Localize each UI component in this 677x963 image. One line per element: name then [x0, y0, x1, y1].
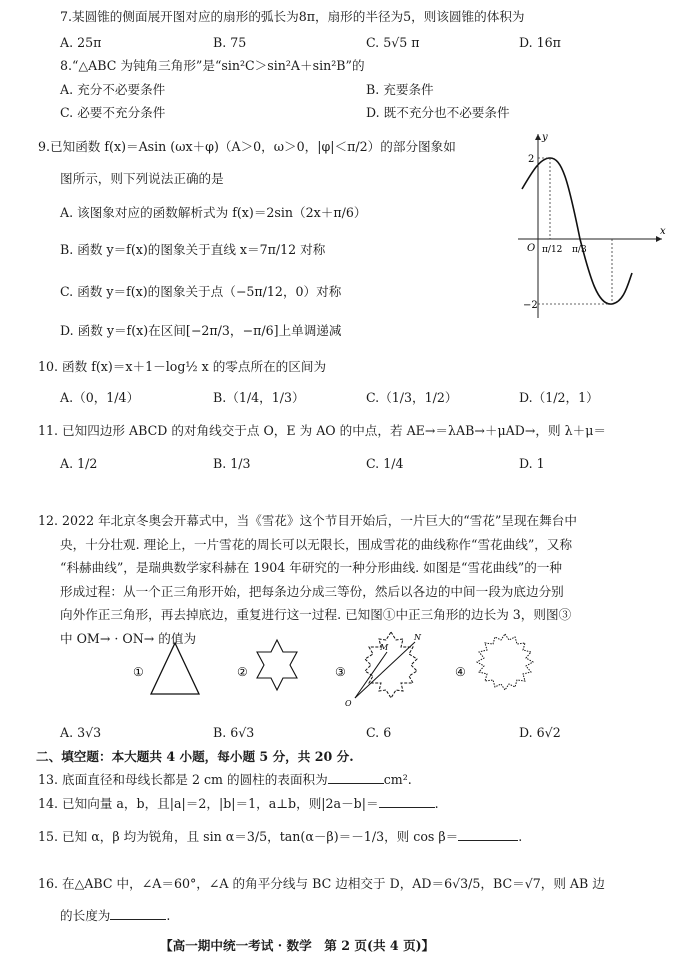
q9-stem-line2: 图所示，则下列说法正确的是 [60, 171, 224, 186]
q10-option-d: D.（1/2，1） [519, 390, 599, 405]
q8-option-c: C. 必要不充分条件 [60, 105, 166, 120]
q16-line-2 [60, 907, 170, 925]
q11-option-a: A. 1/2 [60, 456, 98, 471]
figure-4-snowflake [477, 634, 533, 690]
figure-label-1: ① [133, 665, 144, 679]
q13-stem: 13. 底面直径和母线长都是 2 cm 的圆柱的表面积为 [38, 772, 328, 787]
q10-option-a: A.（0，1/4） [60, 390, 140, 405]
q8-option-b: B. 充要条件 [366, 82, 434, 97]
q14-answer-blank[interactable] [379, 795, 435, 808]
fig3-point-n: N [414, 633, 421, 642]
figure-label-4: ④ [455, 665, 466, 679]
q9-option-a: A. 该图象对应的函数解析式为 f(x)＝2sin（2x＋π/6） [60, 205, 367, 220]
figure-1-triangle [151, 643, 199, 694]
q14-tail: . [434, 796, 439, 811]
q12-option-d: D. 6√2 [519, 725, 561, 740]
q9-sine-graph [510, 128, 670, 323]
page-footer: 【高一期中统一考试 · 数学 第 2 页(共 4 页)】 [160, 938, 435, 953]
q9-stem-line1: 9.已知函数 f(x)＝Asin (ωx＋φ)（A＞0，ω＞0，|φ|＜π/2）的部分图象如 [38, 139, 456, 154]
q12-line-6: 中 OM→ · ON→ 的值为 [60, 631, 197, 646]
q16-answer-blank[interactable] [110, 907, 166, 920]
q12-option-c: C. 6 [366, 725, 392, 740]
q12-option-b: B. 6√3 [213, 725, 255, 740]
q10-stem: 10. 函数 f(x)＝x＋1－log½ x 的零点所在的区间为 [38, 359, 327, 374]
q12-line-4: 形成过程：从一个正三角形开始，把每条边分成三等份，然后以各边的中间一段为底边分别 [60, 584, 564, 599]
q15-line [38, 828, 522, 846]
q9-option-c: C. 函数 y＝f(x)的图象关于点（−5π/12，0）对称 [60, 284, 342, 299]
q9-option-d: D. 函数 y＝f(x)在区间[−2π/3，−π/6]上单调递减 [60, 323, 342, 338]
q7-option-a: A. 25π [60, 35, 102, 50]
q16-tail: . [166, 908, 171, 923]
q12-line-2: 央，十分壮观. 理论上，一片雪花的周长可以无限长，围成雪花的曲线称作“雪花曲线”，又称 [60, 537, 573, 552]
q16-line-1: 16. 在△ABC 中，∠A＝60°，∠A 的角平分线与 BC 边相交于 D，AD＝6√3/5，BC＝√7，则 AB 边 [38, 876, 605, 891]
q11-option-c: C. 1/4 [366, 456, 404, 471]
q12-line-1: 12. 2022 年北京冬奥会开幕式中，当《雪花》这个节目开始后，一片巨大的“雪花”呈现在舞台中 [38, 513, 577, 528]
graph-tick-2: π/3 [572, 245, 587, 255]
figure-label-3: ③ [335, 665, 346, 679]
q9-option-b: B. 函数 y＝f(x)的图象关于直线 x＝7π/12 对称 [60, 242, 326, 257]
q11-option-d: D. 1 [519, 456, 545, 471]
q7-option-b: B. 75 [213, 35, 247, 50]
q13-unit: cm². [383, 772, 412, 787]
q8-stem: 8.“△ABC 为钝角三角形”是“sin²C＞sin²A＋sin²B”的 [60, 58, 365, 73]
figure-2-star [257, 640, 297, 690]
q14-line [38, 795, 439, 813]
q16-stem-2: 的长度为 [60, 908, 111, 923]
section-2-heading: 二、填空题：本大题共 4 小题，每小题 5 分，共 20 分. [36, 749, 354, 764]
graph-y-max: 2 [528, 154, 535, 165]
fig3-point-m: M [380, 643, 389, 652]
graph-y-min: −2 [523, 300, 538, 311]
q13-answer-blank[interactable] [328, 771, 384, 784]
q15-answer-blank[interactable] [458, 828, 518, 841]
q12-koch-figures [125, 628, 545, 710]
q11-stem: 11. 已知四边形 ABCD 的对角线交于点 O，E 为 AO 的中点，若 AE→＝λAB→＋μAD→，则 λ＋μ＝ [38, 423, 606, 438]
graph-x-label: x [660, 226, 666, 237]
y-axis-arrow [535, 134, 541, 140]
q12-line-5: 向外作正三角形，再去掉底边，重复进行这一过程. 已知图①中正三角形的边长为 3，则图③ [60, 607, 572, 622]
q13-line [38, 771, 412, 789]
graph-origin: O [527, 243, 536, 254]
q7-option-d: D. 16π [519, 35, 561, 50]
q15-tail: . [518, 829, 523, 844]
q12-line-3: “科赫曲线”，是瑞典数学家科赫在 1904 年研究的一种分形曲线. 如图是“雪花曲线”的一种 [60, 560, 563, 575]
q12-option-a: A. 3√3 [60, 725, 102, 740]
q15-stem: 15. 已知 α，β 均为锐角，且 sin α＝3/5，tan(α－β)＝－1/3，则 cos β＝ [38, 829, 459, 844]
graph-y-label: y [542, 132, 548, 143]
figure-label-2: ② [237, 665, 248, 679]
vector-om [355, 652, 387, 698]
q7-option-c: C. 5√5 π [366, 35, 420, 50]
q8-option-d: D. 既不充分也不必要条件 [366, 105, 510, 120]
q11-option-b: B. 1/3 [213, 456, 251, 471]
q8-option-a: A. 充分不必要条件 [60, 82, 166, 97]
q7-stem: 7.某圆锥的侧面展开图对应的扇形的弧长为8π，扇形的半径为5，则该圆锥的体积为 [60, 9, 525, 24]
q14-stem: 14. 已知向量 a，b，且|a|＝2，|b|＝1，a⊥b，则|2a－b|＝ [38, 796, 379, 811]
fig3-point-o: O [345, 699, 352, 708]
q10-option-c: C.（1/3，1/2） [366, 390, 458, 405]
q10-option-b: B.（1/4，1/3） [213, 390, 305, 405]
graph-tick-1: π/12 [542, 245, 563, 255]
